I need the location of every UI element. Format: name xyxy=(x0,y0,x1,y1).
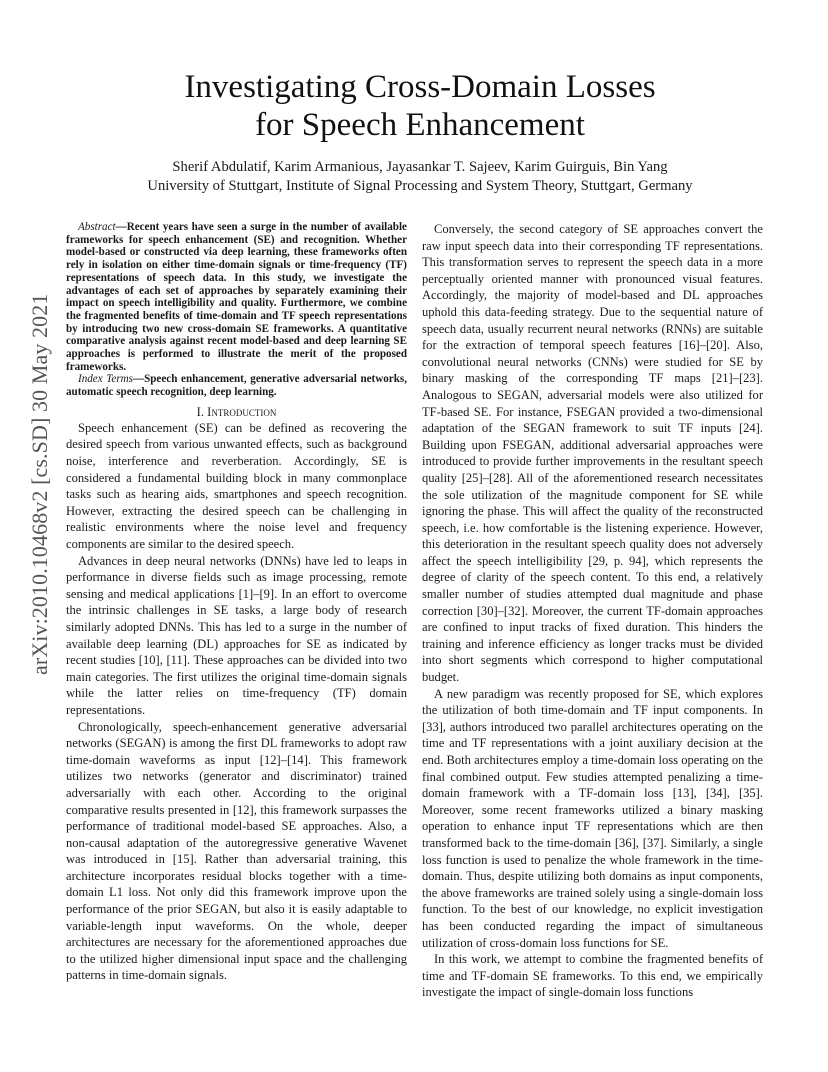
section-number: I. xyxy=(196,404,204,419)
title-line-1: Investigating Cross-Domain Losses xyxy=(184,69,656,105)
paragraph: Advances in deep neural networks (DNNs) have led to leaps in performance in diverse fields such as image processing, remote sensing and medical applications [1]–[9]. In an effort to overcome the intrinsic challenges in SE tasks, a large body of research similarly adopted DNNs. This has led to a surge in the number of available deep learning (DL) approaches for SE as indicated by recent studies [10], [11]. These approaches can be divided into two main categories. The first utilizes the original time-domain signals while the latter relies on time-frequency (TF) domain representations. xyxy=(66,553,407,717)
section-heading xyxy=(66,405,407,419)
paragraph: A new paradigm was recently proposed for SE, which explores the utilization of both time-domain and TF input components. In [33], authors introduced two parallel architectures operating on the time and TF representations with a joint auxiliary decision at the end. Both architectures employ a time-domain loss operating on the final combined output. Few studies attempted penalizing a time-domain framework with a TF-domain loss [13], [34], [35]. Moreover, some recent frameworks utilized a binary masking operation to enhance input TF representations which are then transformed back to the time-domain [36], [37]. Similarly, a single loss function is used to penalize the whole framework in the time-domain. Thus, despite utilizing both domains as input components, the above frameworks are trained solely using a single-domain loss function. To the best of our knowledge, no explicit investigation has been conducted regarding the impact of simultaneous utilization of cross-domain loss functions for SE. xyxy=(422,686,763,950)
index-terms-label: Index Terms xyxy=(78,373,133,386)
paragraph: Chronologically, speech-enhancement generative adversarial networks (SEGAN) is among the first DL frameworks to adopt raw time-domain waveforms as input [12]–[14]. This framework utilizes two networks (generator and discriminator) trained adversarially with each other. According to the original comparative results presented in [12], this framework surpasses the performance of traditional model-based SE approaches. Also, a non-causal adaptation of the autoregressive generative Wavenet was introduced in [15]. Rather than adversarial training, this architecture incorporates residual blocks together with a time-domain L1 loss. Not only did this framework improve upon the performance of the prior SEGAN, but also it is easily adaptable to variable-length input waveforms. On the whole, deeper architectures are necessary for the aforementioned approaches due to the utilized higher dimensional input space and the challenging patterns in time-domain signals. xyxy=(66,719,407,983)
author-affiliation: University of Stuttgart, Institute of Signal Processing and System Theory, Stuttgart, Germany xyxy=(147,178,693,194)
abstract-text: —Recent years have seen a surge in the number of available frameworks for speech enhancement (SE) and recognition. Whether model-based or constructed via deep learning, these frameworks often rely in isolation on either time-domain signals or time-frequency (TF) representations of speech data. In this study, we investigate the advantages of each set of approaches by separately examining their impact on speech intelligibility and quality. Furthermore, we combine the fragmented benefits of time-domain and TF speech representations by introducing two new cross-domain SE frameworks. A quantitative comparative analysis against recent model-based and deep learning SE approaches is performed to illustrate the merit of the proposed frameworks. xyxy=(66,221,407,373)
paper-title xyxy=(100,68,740,144)
section-title: Introduction xyxy=(207,404,277,419)
arxiv-identifier: arXiv:2010.10468v2 [cs.SD] 30 May 2021 xyxy=(27,293,52,675)
author-block xyxy=(100,158,740,196)
abstract-label: Abstract xyxy=(78,221,116,233)
author-names: Sherif Abdulatif, Karim Armanious, Jayasankar T. Sajeev, Karim Guirguis, Bin Yang xyxy=(172,159,668,175)
right-column xyxy=(422,221,763,1001)
paragraph: Conversely, the second category of SE approaches convert the raw input speech data into their corresponding TF representations. This transformation serves to represent the speech data in a more perceptually oriented manner with pronounced visual features. Accordingly, the majority of model-based and DL approaches uphold this data-feeding strategy. Due to the sequential nature of speech data, usually recurrent neural networks (RNNs) are suitable for the extraction of temporal speech features [16]–[20]. Also, convolutional neural networks (CNNs) were studied for SE by binary masking of the corresponding TF maps [21]–[23]. Analogous to SEGAN, adversarial models were also utilized for TF-based SE. For instance, FSEGAN provided a two-dimensional adaptation of the SEGAN framework to suit TF inputs [24]. Building upon FSEGAN, additional adversarial approaches were introduced to provide further improvements in the resultant speech quality [25]–[28]. All of the aforementioned research necessitates the sole utilization of the magnitude component for SE while ignoring the phase. This will affect the quality of the reconstructed speech, i.e. how comfortable is the listening experience. However, this deterioration in the resultant speech quality does not adversely affect the speech intelligibility [29, p. 94], which represents the degree of clarity of the speech content. To this end, a relatively smaller number of studies attempted dual magnitude and phase correction [30]–[32]. Moreover, the current TF-domain approaches are confined to input tracks of fixed duration. This hinders the training and inference efficiency as longer tracks must be divided into short segments which correspond to higher computational budget. xyxy=(422,222,763,685)
left-column xyxy=(66,221,407,984)
index-terms xyxy=(66,373,407,398)
title-line-2: for Speech Enhancement xyxy=(255,107,585,143)
paragraph: Speech enhancement (SE) can be defined as recovering the desired speech from various unwanted effects, such as background noise, interference and reverberation. Accordingly, SE is considered a fundamental building block in many commonplace tasks such as hearing aids, smartphones and speech recognition. However, extracting the desired speech can be challenging in realistic environments where the noise level and frequency components are similar to the desired speech. xyxy=(66,420,407,551)
abstract xyxy=(66,221,407,373)
index-terms-text: —Speech enhancement, generative adversarial networks, automatic speech recognition, deep learning. xyxy=(66,373,407,399)
paragraph: In this work, we attempt to combine the fragmented benefits of time and TF-domain SE frameworks. To this end, we empirically investigate the impact of single-domain loss functions xyxy=(422,952,763,1000)
